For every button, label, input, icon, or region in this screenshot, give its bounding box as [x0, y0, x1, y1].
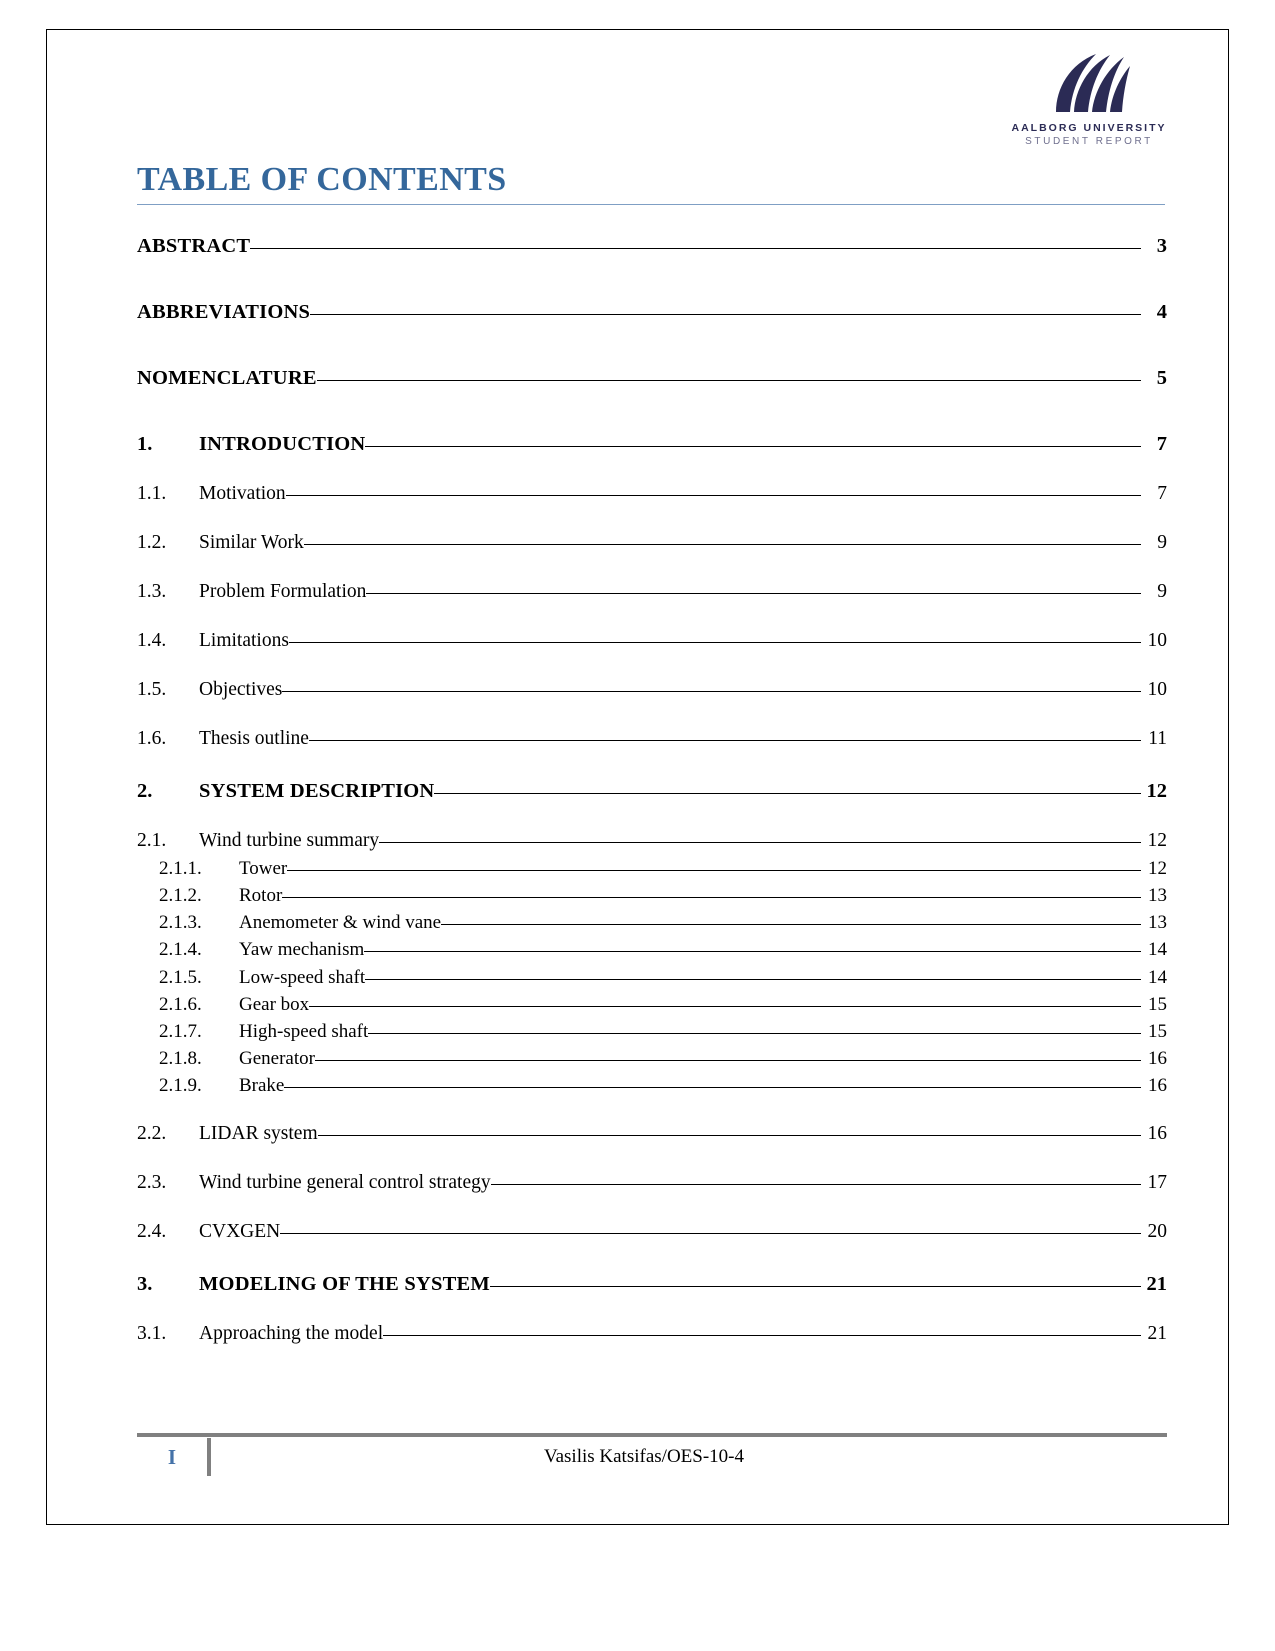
- toc-entry-page-number: 10: [1147, 630, 1167, 651]
- toc-entry-number: 2.3.: [137, 1172, 167, 1194]
- toc-entry[interactable]: [137, 964, 1167, 991]
- toc-entry-label: Generator: [239, 1048, 315, 1070]
- toc-entry-page-number: 13: [1148, 885, 1167, 907]
- toc-entry[interactable]: [137, 301, 1167, 324]
- toc-entry-number: 1.3.: [137, 581, 167, 602]
- toc-entry-number: 2.: [137, 780, 153, 802]
- toc-leader-dots: [318, 1123, 1141, 1139]
- toc-entry[interactable]: [137, 991, 1167, 1018]
- toc-entry[interactable]: [137, 483, 1167, 505]
- toc-entry[interactable]: [137, 679, 1167, 701]
- toc-entry[interactable]: [137, 780, 1167, 803]
- toc-entry-page-number: 5: [1156, 367, 1167, 389]
- toc-entry-label: INTRODUCTION: [199, 433, 366, 455]
- toc-entry-label: Yaw mechanism: [239, 939, 365, 961]
- toc-entry[interactable]: [137, 909, 1167, 936]
- toc-leader-dots: [490, 1274, 1141, 1290]
- toc-entry-page-number: 14: [1148, 939, 1167, 961]
- toc-entry-label: Wind turbine general control strategy: [199, 1172, 491, 1194]
- toc-entry[interactable]: [137, 1045, 1167, 1072]
- toc-entry-number: 1.: [137, 433, 153, 455]
- toc-entry-label: Limitations: [199, 630, 289, 651]
- toc-entry[interactable]: [137, 532, 1167, 554]
- toc-entry-page-number: 11: [1148, 728, 1167, 749]
- toc-leader-dots: [366, 581, 1141, 597]
- toc-leader-dots: [364, 939, 1141, 955]
- toc-entry-label: Brake: [239, 1075, 285, 1097]
- toc-entry-page-number: 15: [1148, 1020, 1167, 1042]
- toc-entry-number: 2.1.1.: [159, 858, 202, 879]
- toc-entry-number: 1.4.: [137, 630, 167, 651]
- toc-entry[interactable]: [137, 882, 1167, 909]
- toc-title-block: [137, 162, 1165, 205]
- toc-entry-number: 2.1.7.: [159, 1020, 202, 1042]
- toc-entry[interactable]: [137, 433, 1167, 456]
- toc-entry-label: Gear box: [239, 993, 310, 1015]
- toc-entry[interactable]: [137, 581, 1167, 603]
- toc-leader-dots: [284, 1075, 1141, 1091]
- toc-entry-label: Anemometer & wind vane: [239, 912, 442, 934]
- page-title: TABLE OF CONTENTS: [137, 161, 507, 198]
- toc-entry-page-number: 12: [1148, 858, 1167, 879]
- toc-entry[interactable]: [137, 1273, 1167, 1296]
- toc-entry-number: 2.1.5.: [159, 966, 202, 988]
- toc-entry-number: 2.1.9.: [159, 1075, 202, 1097]
- toc-leader-dots: [365, 967, 1141, 983]
- toc-entry[interactable]: [137, 367, 1167, 390]
- toc-entry-page-number: 14: [1148, 966, 1167, 988]
- toc-entry-label: Problem Formulation: [199, 581, 367, 602]
- toc-leader-dots: [250, 236, 1141, 252]
- toc-entry-label: Motivation: [199, 483, 286, 504]
- toc-leader-dots: [365, 434, 1141, 450]
- toc-leader-dots: [368, 1021, 1141, 1037]
- footer-author-text: Vasilis Katsifas/OES-10-4: [543, 1446, 744, 1467]
- toc-leader-dots: [286, 483, 1141, 499]
- toc-leader-dots: [441, 912, 1141, 928]
- toc-entry-number: 2.2.: [137, 1123, 167, 1145]
- toc-entry-label: SYSTEM DESCRIPTION: [199, 780, 435, 802]
- toc-leader-dots: [280, 1221, 1141, 1237]
- toc-entry-number: 1.5.: [137, 679, 167, 700]
- toc-leader-dots: [309, 728, 1141, 744]
- toc-entry[interactable]: [137, 630, 1167, 652]
- toc-leader-dots: [282, 885, 1141, 901]
- aalborg-swoosh-icon: [1046, 52, 1132, 116]
- toc-entry[interactable]: [137, 936, 1167, 963]
- toc-entry[interactable]: [137, 235, 1167, 258]
- toc-entry-page-number: 7: [1156, 433, 1167, 455]
- toc-entry-page-number: 21: [1147, 1323, 1167, 1345]
- toc-leader-dots: [287, 858, 1141, 874]
- footer-page-number: I: [167, 1444, 177, 1469]
- toc-entry-page-number: 16: [1147, 1123, 1167, 1145]
- toc-entry[interactable]: [137, 1323, 1167, 1345]
- toc-entry-label: ABSTRACT: [137, 235, 251, 257]
- toc-entry-label: Thesis outline: [199, 728, 309, 749]
- toc-entry-label: MODELING OF THE SYSTEM: [199, 1273, 490, 1296]
- toc-leader-dots: [379, 830, 1141, 846]
- toc-entry[interactable]: [137, 1172, 1167, 1194]
- toc-entry-page-number: 9: [1157, 581, 1167, 602]
- toc-entry-label: LIDAR system: [199, 1123, 318, 1145]
- toc-entry-page-number: 16: [1148, 1048, 1167, 1070]
- toc-entry-label: High-speed shaft: [239, 1020, 369, 1042]
- toc-entry-page-number: 17: [1147, 1172, 1167, 1194]
- toc-entry-page-number: 21: [1146, 1273, 1167, 1296]
- toc-entry[interactable]: [137, 1018, 1167, 1045]
- toc-entry-number: 2.1.3.: [159, 912, 202, 934]
- toc-entry-number: 2.1.4.: [159, 939, 202, 961]
- toc-leader-dots: [309, 994, 1141, 1010]
- toc-entry-page-number: 16: [1148, 1075, 1167, 1097]
- toc-leader-dots: [289, 630, 1141, 646]
- toc-entry[interactable]: [137, 1221, 1167, 1243]
- toc-leader-dots: [282, 679, 1141, 695]
- toc-leader-dots: [317, 368, 1141, 384]
- toc-entry-page-number: 12: [1146, 780, 1167, 802]
- toc-entry-label: NOMENCLATURE: [137, 367, 317, 389]
- toc-leader-dots: [434, 781, 1141, 797]
- toc-entry[interactable]: [137, 830, 1167, 852]
- toc-entry-label: Similar Work: [199, 532, 304, 553]
- toc-entry-label: Approaching the model: [199, 1323, 384, 1345]
- toc-entry-page-number: 15: [1148, 993, 1167, 1015]
- toc-entry-page-number: 3: [1156, 235, 1167, 257]
- document-page: [46, 29, 1229, 1525]
- toc-entry-number: 2.1.6.: [159, 993, 202, 1015]
- toc-entry-page-number: 7: [1157, 483, 1167, 504]
- toc-entry[interactable]: [137, 855, 1167, 882]
- toc-entry-number: 3.: [137, 1273, 153, 1296]
- toc-leader-dots: [491, 1172, 1141, 1188]
- toc-entry-label: Rotor: [239, 885, 283, 907]
- toc-leader-dots: [383, 1323, 1141, 1339]
- toc-entry-label: ABBREVIATIONS: [137, 301, 311, 323]
- toc-entry-number: 2.1.: [137, 830, 167, 851]
- page-footer: [137, 1433, 1167, 1477]
- toc-entry-label: CVXGEN: [199, 1221, 281, 1243]
- toc-leader-dots: [315, 1048, 1141, 1064]
- table-of-contents-list: [137, 235, 1167, 1372]
- toc-entry-page-number: 20: [1147, 1221, 1167, 1243]
- toc-entry-number: 2.1.8.: [159, 1048, 202, 1070]
- toc-entry-label: Tower: [239, 858, 288, 879]
- toc-entry-label: Low-speed shaft: [239, 966, 366, 988]
- toc-entry-number: 1.1.: [137, 483, 167, 504]
- toc-entry-page-number: 12: [1147, 830, 1167, 851]
- toc-entry[interactable]: [137, 1072, 1167, 1099]
- toc-leader-dots: [304, 532, 1141, 548]
- toc-entry-page-number: 13: [1148, 912, 1167, 934]
- toc-entry-label: Wind turbine summary: [199, 830, 380, 851]
- logo-report-type: STUDENT REPORT: [1025, 136, 1153, 148]
- toc-entry[interactable]: [137, 728, 1167, 750]
- toc-entry-label: Objectives: [199, 679, 283, 700]
- toc-entry-page-number: 4: [1156, 301, 1167, 323]
- toc-entry-number: 3.1.: [137, 1323, 167, 1345]
- logo-university-name: AALBORG UNIVERSITY: [1011, 122, 1167, 134]
- toc-entry-number: 1.2.: [137, 532, 167, 553]
- toc-entry[interactable]: [137, 1123, 1167, 1145]
- university-logo: [994, 52, 1184, 149]
- title-underline-rule: [137, 204, 1165, 205]
- toc-entry-page-number: 10: [1147, 679, 1167, 700]
- toc-entry-number: 2.4.: [137, 1221, 167, 1243]
- toc-leader-dots: [310, 302, 1141, 318]
- toc-entry-number: 2.1.2.: [159, 885, 202, 907]
- toc-entry-page-number: 9: [1157, 532, 1167, 553]
- toc-entry-number: 1.6.: [137, 728, 167, 749]
